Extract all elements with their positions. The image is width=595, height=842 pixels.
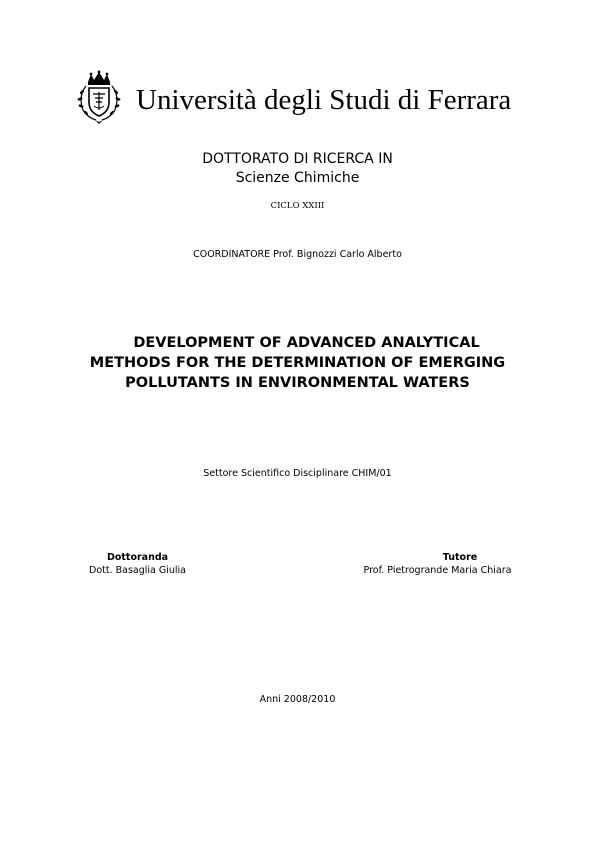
- university-name: Università degli Studi di Ferrara: [136, 84, 512, 116]
- doctorate-heading: DOTTORATO DI RICERCA IN: [202, 151, 393, 167]
- scientific-sector: Settore Scientifico Disciplinare CHIM/01: [203, 468, 392, 479]
- coordinator-line: COORDINATORE Prof. Bignozzi Carlo Alberto: [193, 249, 402, 260]
- university-crest-icon: [74, 70, 124, 126]
- supervisor-role: Tutore: [442, 552, 478, 563]
- thesis-title-line-2: METHODS FOR THE DETERMINATION OF EMERGING: [89, 355, 506, 371]
- candidate-role: Dottoranda: [106, 552, 169, 563]
- thesis-title-line-3: POLLUTANTS IN ENVIRONMENTAL WATERS: [125, 375, 470, 391]
- academic-years: Anni 2008/2010: [259, 694, 336, 705]
- supervisor-name: Prof. Pietrogrande Maria Chiara: [363, 565, 512, 576]
- candidate-name: Dott. Basaglia Giulia: [89, 565, 186, 576]
- doctorate-cycle: CICLO XXIII: [270, 201, 325, 211]
- doctorate-field: Scienze Chimiche: [235, 170, 360, 186]
- thesis-title: [40, 333, 555, 393]
- thesis-title-line-1: DEVELOPMENT OF ADVANCED ANALYTICAL: [133, 335, 480, 351]
- supervisor-block: [320, 551, 555, 577]
- candidate-block: [60, 551, 215, 577]
